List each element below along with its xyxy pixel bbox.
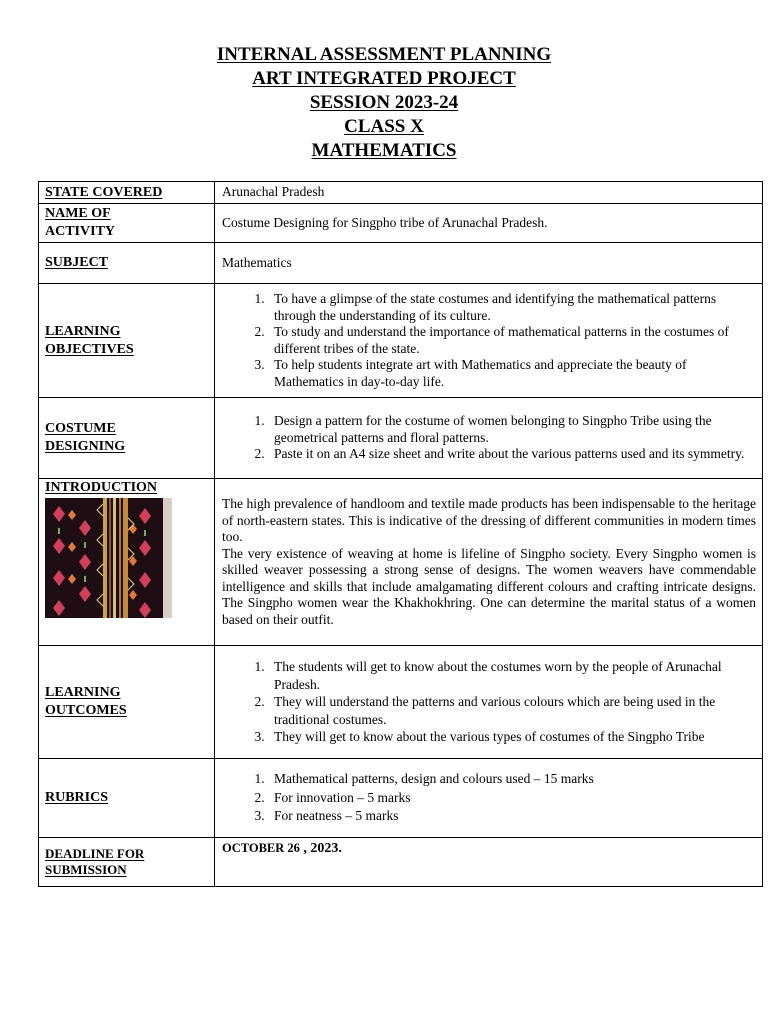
list-item: 3. For neatness – 5 marks <box>268 807 756 826</box>
introduction-paragraph: The very existence of weaving at home is lifeline of Singpho society. Every Singpho women is skilled weaver possessing a strong sense of designs. The women weavers have commendable intelligence and skills that include amalgamating different colours and crafting intricate designs. The Singpho women wear the Khakhokhring. One can determine the marital status of a women based on their outfit. <box>222 545 756 627</box>
label-text-2: DESIGNING <box>45 439 126 454</box>
row-state-covered <box>39 182 763 204</box>
textile-pattern-graphic <box>45 498 172 618</box>
title-line-assessment: INTERNAL ASSESSMENT PLANNING <box>216 44 552 65</box>
label-introduction <box>39 479 215 646</box>
label-learning-objectives <box>39 284 215 398</box>
title-line-subject: MATHEMATICS <box>311 140 457 161</box>
value-deadline <box>215 838 763 887</box>
title-line-project: ART INTEGRATED PROJECT <box>252 68 516 89</box>
list-costume-designing <box>215 398 763 479</box>
list-rubrics <box>215 759 763 838</box>
list-item: 2. For innovation – 5 marks <box>268 789 756 808</box>
list-item: 1. Mathematical patterns, design and colours used – 15 marks <box>268 770 756 789</box>
label-learning-outcomes <box>39 646 215 759</box>
row-deadline <box>39 838 763 887</box>
label-name-of-activity <box>39 204 215 243</box>
label-text-1: COSTUME <box>45 421 116 436</box>
label-costume-designing <box>39 398 215 479</box>
value-state-covered: Arunachal Pradesh <box>215 182 763 204</box>
row-rubrics <box>39 759 763 838</box>
value-introduction <box>215 479 763 646</box>
label-text-1: LEARNING <box>45 323 121 339</box>
list-learning-objectives <box>215 284 763 398</box>
title-line-session: SESSION 2023-24 <box>309 92 459 113</box>
label-text-2: OUTCOMES <box>45 703 127 718</box>
label-deadline <box>39 838 215 887</box>
deadline-date-year: , 2023. <box>299 841 342 856</box>
row-name-of-activity <box>39 204 763 243</box>
list-item: 1. The students will get to know about the costumes worn by the people of Arunachal Pradesh. <box>268 658 756 693</box>
singpho-textile-image <box>45 498 172 618</box>
list-learning-outcomes <box>215 646 763 759</box>
label-text: STATE COVERED <box>45 184 163 200</box>
label-rubrics <box>39 759 215 838</box>
deadline-date <box>222 841 342 855</box>
label-text-2: OBJECTIVES <box>45 341 134 357</box>
document-title <box>0 43 768 163</box>
list-item: 2. They will understand the patterns and various colours which are being used in the traditional costumes. <box>268 693 756 728</box>
list-item: 1. Design a pattern for the costume of women belonging to Singpho Tribe using the geometrical patterns and floral patterns. <box>268 413 756 446</box>
label-text-1: NAME OF <box>45 206 111 221</box>
label-text-1: DEADLINE FOR <box>45 846 145 861</box>
label-text: RUBRICS <box>45 790 109 805</box>
label-text-1: LEARNING <box>45 685 121 700</box>
row-costume-designing <box>39 398 763 479</box>
list-item: 2. Paste it on an A4 size sheet and write about the various patterns used and its symmetry. <box>268 446 756 463</box>
list-item: 1. To have a glimpse of the state costumes and identifying the mathematical patterns through the understanding of its culture. <box>268 291 756 324</box>
value-subject: Mathematics <box>215 243 763 284</box>
list-item: 3. To help students integrate art with Mathematics and appreciate the beauty of Mathematics in day-to-day life. <box>268 357 756 390</box>
row-learning-outcomes <box>39 646 763 759</box>
label-text-2: ACTIVITY <box>45 224 116 239</box>
deadline-date-main: OCTOBER 26 <box>222 841 300 855</box>
planning-table <box>38 181 763 887</box>
introduction-paragraph: The high prevalence of handloom and textile made products has been indispensable to the heritage of north-eastern states. This is indicative of the dressing of different communities in modern times too. <box>222 496 756 544</box>
list-item: 2. To study and understand the importance of mathematical patterns in the costumes of different tribes of the state. <box>268 324 756 357</box>
label-text-2: SUBMISSION <box>45 862 127 877</box>
label-state-covered <box>39 182 215 204</box>
label-text: SUBJECT <box>45 255 109 270</box>
label-subject <box>39 243 215 284</box>
row-subject <box>39 243 763 284</box>
title-line-class: CLASS X <box>344 116 424 137</box>
list-item: 3. They will get to know about the various types of costumes of the Singpho Tribe <box>268 728 756 746</box>
row-learning-objectives <box>39 284 763 398</box>
label-text: INTRODUCTION <box>45 480 158 495</box>
value-name-of-activity: Costume Designing for Singpho tribe of Arunachal Pradesh. <box>215 204 763 243</box>
row-introduction <box>39 479 763 646</box>
